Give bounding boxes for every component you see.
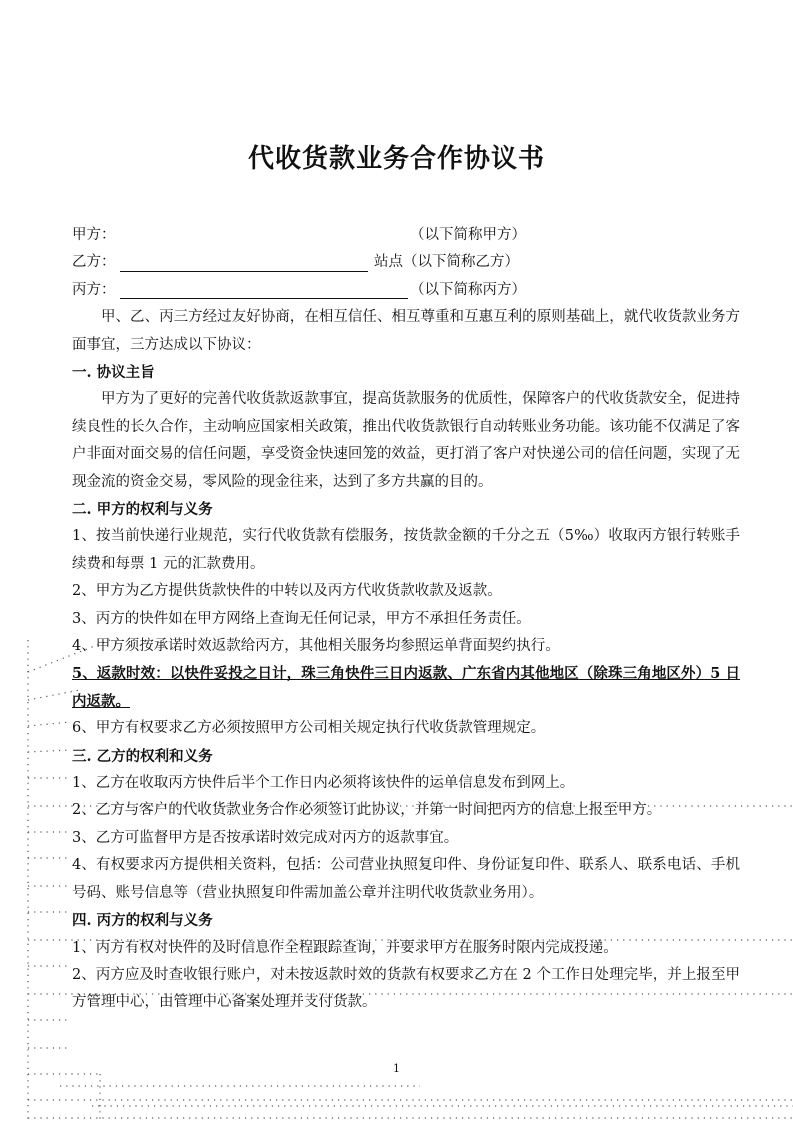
party-a-label: 甲方：: [72, 227, 116, 243]
party-a-line: [72, 222, 740, 249]
intro-paragraph: 甲、乙、丙三方经过友好协商，在相互信任、相互尊重和互惠互利的原则基础上，就代收货款业务方面事宜，三方达成以下协议：: [72, 309, 740, 353]
party-b-label: 乙方：: [72, 254, 116, 271]
section-3-item: 1、乙方在收取丙方快件后半个工作日内必须将该快件的运单信息发布到网上。: [72, 775, 575, 792]
party-b-line: [72, 249, 740, 276]
section-1-text: 甲方为了更好的完善代收货款返款事宜，提高货款服务的优质性，保障客户的代收货款安全，促进持续良性的长久合作，主动响应国家相关政策，推出代收货款银行自动转账业务功能。该功能不仅满足了客户非面对面交易的信任问题，享受资金快速回笼的效益，更打消了客户对快递公司的信任问题，实现了无现金流的资金交易，零风险的现金往来，达到了多方共赢的目的。: [72, 391, 740, 490]
party-b-suffix: 站点（以下简称乙方）: [374, 254, 519, 271]
section-4-item: 2、丙方应及时查收银行账户，对未按返款时效的货款有权要求乙方在 2 个工作日处理完毕，并上报至甲方管理中心，由管理中心备案处理并支付货款。: [72, 966, 740, 1011]
party-c-blank: [120, 297, 408, 299]
party-b-blank: [120, 270, 368, 272]
section-2-item: 3、丙方的快件如在甲方网络上查询无任何记录，甲方不承担任务责任。: [72, 610, 531, 627]
party-a-suffix: （以下简称甲方）: [410, 227, 526, 243]
section-2-item-highlighted: 5、返款时效：以快件妥投之日计，珠三角快件三日内返款、广东省内其他地区（除珠三角地区外）5 日内返款。: [72, 665, 740, 710]
party-c-line: [72, 277, 740, 304]
section-2-item: 2、甲方为乙方提供货款快件的中转以及丙方代收货款收款及返款。: [72, 583, 502, 600]
section-3-item: 4、有权要求丙方提供相关资料，包括：公司营业执照复印件、身份证复印件、联系人、联系电话、手机号码、账号信息等（营业执照复印件需加盖公章并注明代收货款业务用）。: [72, 857, 740, 901]
document-title: 代收货款业务合作协议书: [247, 144, 545, 174]
section-1-heading: 一. 协议主旨: [72, 363, 155, 381]
party-c-suffix: （以下简称丙方）: [410, 281, 526, 298]
party-c-label: 丙方：: [72, 281, 116, 298]
section-4-heading: 四. 丙方的权利与义务: [72, 912, 213, 930]
section-2-item: 6、甲方有权要求乙方必须按照甲方公司相关规定执行代收货款管理规定。: [72, 720, 546, 737]
page-number: 1: [393, 1062, 400, 1075]
section-3-item: 3、乙方可监督甲方是否按承诺时效完成对丙方的返款事宜。: [72, 829, 459, 846]
section-4-item: 1、丙方有权对快件的及时信息作全程跟踪查询，并要求甲方在服务时限内完成投递。: [72, 939, 618, 956]
section-3-heading: 三. 乙方的权利和义务: [72, 747, 213, 765]
section-2-item: 4、甲方须按承诺时效返款给丙方，其他相关服务均参照运单背面契约执行。: [72, 638, 560, 655]
document-body: [72, 222, 740, 1017]
section-3-item: 2、乙方与客户的代收货款业务合作必须签订此协议，并第一时间把丙方的信息上报至甲方。: [72, 802, 662, 819]
section-2-item: 1、按当前快递行业规范，实行代收货款有偿服务，按货款金额的千分之五（5‰）收取丙方银行转账手续费和每票 1 元的汇款费用。: [72, 528, 740, 572]
section-2-heading: 二. 甲方的权利与义务: [72, 501, 213, 519]
